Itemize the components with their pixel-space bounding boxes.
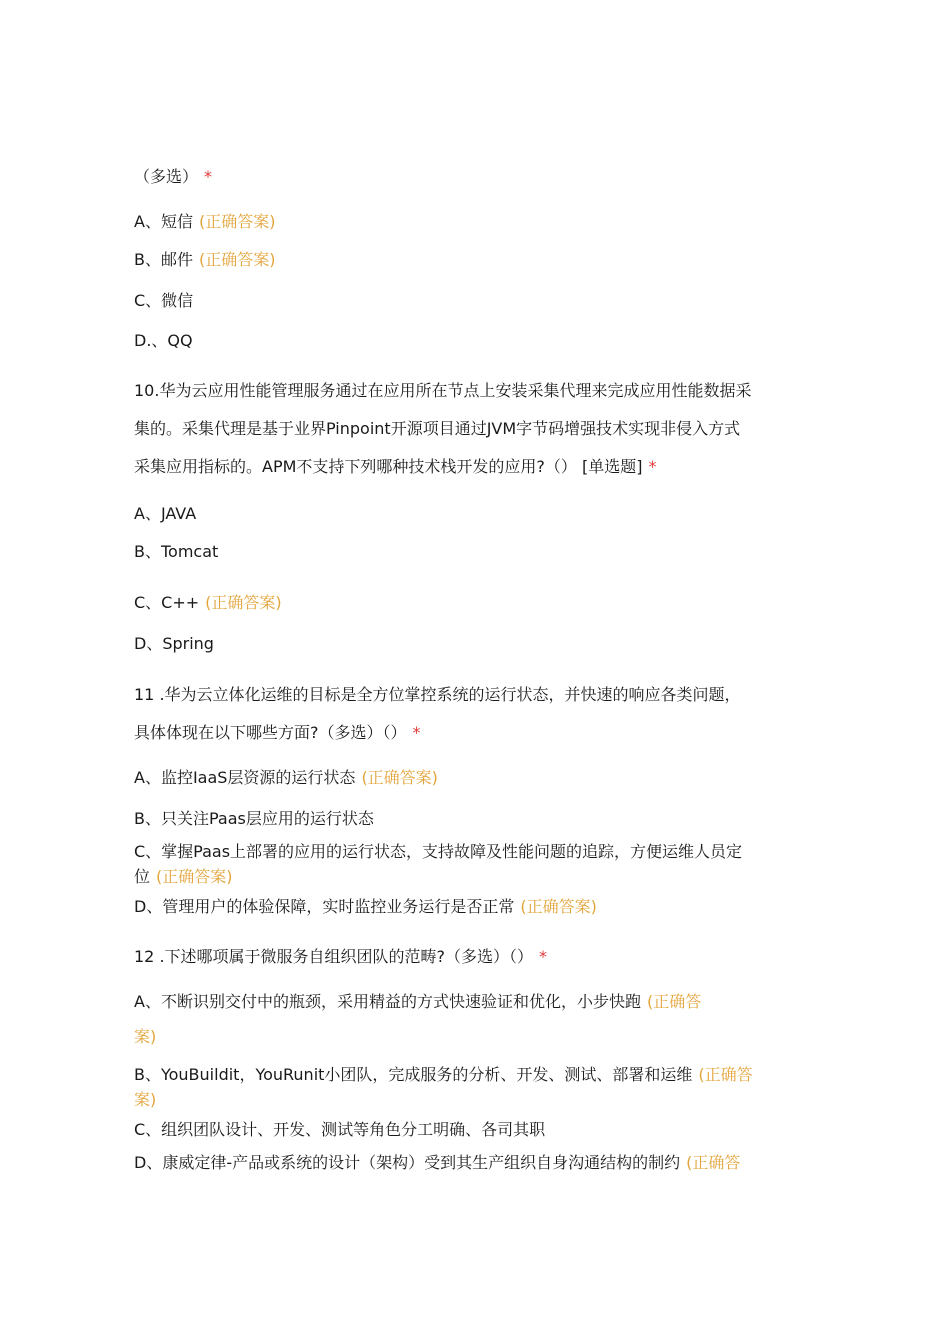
q9-stem	[134, 166, 212, 188]
q12-option-a[interactable]	[134, 991, 701, 1013]
option-text: D、康威定律-产品或系统的设计（架构）受到其生产组织自身沟通结构的制约	[134, 1153, 681, 1172]
q10-stem-line-3	[134, 456, 656, 478]
q12-option-d[interactable]	[134, 1152, 740, 1174]
q12-option-c[interactable]	[134, 1119, 545, 1141]
option-text: B、Tomcat	[134, 542, 219, 561]
required-mark: *	[412, 723, 421, 742]
q11-stem-text: 具体体现在以下哪些方面?（多选）（）	[134, 723, 407, 742]
q11-option-b[interactable]	[134, 808, 374, 830]
option-text: A、JAVA	[134, 504, 197, 523]
required-mark: *	[204, 167, 213, 186]
q10-option-d[interactable]	[134, 633, 214, 655]
correct-answer-tag-continued: 案)	[134, 1027, 157, 1046]
q10-option-b[interactable]	[134, 541, 218, 563]
q9-stem-text: （多选）	[134, 167, 199, 186]
option-text: B、YouBuildit，YouRunit小团队，完成服务的分析、开发、测试、部署和运维	[134, 1065, 693, 1084]
correct-answer-tag: (正确答	[646, 992, 702, 1011]
correct-answer-tag: (正确答案)	[198, 250, 276, 269]
option-text: C、掌握Paas上部署的应用的运行状态，支持故障及性能问题的追踪，方便运维人员定	[134, 842, 743, 861]
q11-option-d[interactable]	[134, 896, 597, 918]
q12-option-b[interactable]	[134, 1064, 753, 1086]
q11-stem-line-2	[134, 722, 421, 744]
q10-option-a[interactable]	[134, 503, 196, 525]
q9-option-b[interactable]	[134, 249, 275, 271]
option-text: B、只关注Paas层应用的运行状态	[134, 809, 374, 828]
q12-option-b-continued[interactable]	[134, 1089, 156, 1111]
correct-answer-tag: (正确答案)	[198, 212, 276, 231]
option-text-continued: 位	[134, 867, 151, 886]
option-text: A、监控IaaS层资源的运行状态	[134, 768, 356, 787]
correct-answer-tag: (正确答	[698, 1065, 753, 1084]
q11-stem-line-1: 11 .华为云立体化运维的目标是全方位掌控系统的运行状态，并快速的响应各类问题，	[134, 685, 741, 704]
correct-answer-tag-continued: 案)	[134, 1090, 157, 1109]
q11-option-c-continued[interactable]	[134, 866, 233, 888]
correct-answer-tag: (正确答案)	[156, 867, 233, 886]
correct-answer-tag: (正确答案)	[520, 897, 597, 916]
correct-answer-tag: (正确答	[686, 1153, 741, 1172]
option-text: A、不断识别交付中的瓶颈，采用精益的方式快速验证和优化，小步快跑	[134, 992, 641, 1011]
option-text: C、微信	[134, 291, 194, 310]
required-mark: *	[648, 457, 657, 476]
q10-stem-text: 采集应用指标的。APM不支持下列哪种技术栈开发的应用?（） [单选题]	[134, 457, 643, 476]
correct-answer-tag: (正确答案)	[361, 768, 438, 787]
q12-stem-line-1	[134, 946, 547, 968]
option-text: B、邮件	[134, 250, 193, 269]
q11-option-a[interactable]	[134, 767, 438, 789]
q12-stem-text: 12 .下述哪项属于微服务自组织团队的范畴?（多选）（）	[134, 947, 534, 966]
option-text: D、管理用户的体验保障，实时监控业务运行是否正常	[134, 897, 515, 916]
q9-option-d[interactable]	[134, 330, 193, 352]
required-mark: *	[539, 947, 548, 966]
q9-option-a[interactable]	[134, 211, 275, 233]
option-text: D、Spring	[134, 634, 214, 653]
q11-option-c[interactable]	[134, 841, 742, 863]
option-text: C、组织团队设计、开发、测试等角色分工明确、各司其职	[134, 1120, 546, 1139]
q9-option-c[interactable]	[134, 290, 193, 312]
q12-option-a-continued[interactable]	[134, 1026, 156, 1048]
q10-option-c[interactable]	[134, 592, 282, 614]
option-text: C、C++	[134, 593, 200, 612]
option-text: A、短信	[134, 212, 193, 231]
option-text: D.、QQ	[134, 331, 193, 350]
q10-stem-line-2: 集的。采集代理是基于业界Pinpoint开源项目通过JVM字节码增强技术实现非侵入方式	[134, 419, 741, 438]
correct-answer-tag: (正确答案)	[205, 593, 282, 612]
q10-stem-line-1: 10.华为云应用性能管理服务通过在应用所在节点上安装采集代理来完成应用性能数据采	[134, 381, 752, 400]
